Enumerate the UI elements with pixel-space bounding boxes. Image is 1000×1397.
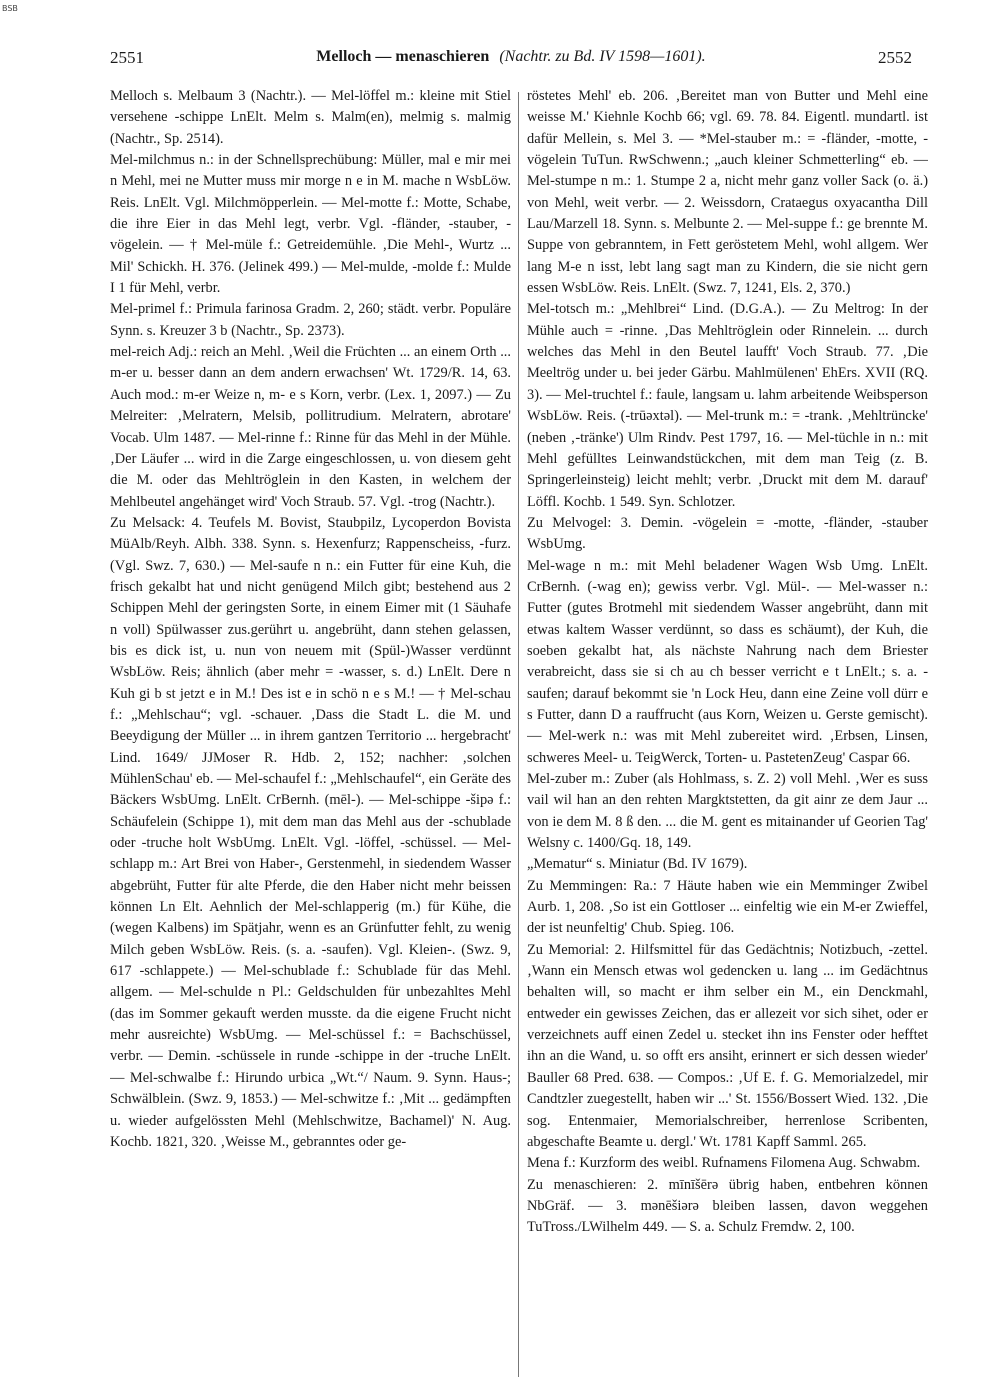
right-page-number: 2552 bbox=[878, 48, 912, 67]
left-page-number: 2551 bbox=[110, 48, 144, 67]
dictionary-entry: röstetes Mehl' eb. 206. ‚Bereitet man von Butter und Mehl eine weisse M.' Kiehnle Kochb 66; vgl. 69. 78. 84. Eigentl. mundartl. ist dafür Mellein, s. Mel 3. — *Mel-stauber m.: = -fländer, -motte, -vögelein TuTun. RwSchwenn.; „auch kleiner Schmetterling“ eb. — Mel-stumpe n m.: 1. Stumpe 2 a, nicht mehr ganz voller Sack (o. ä.) von Mehl, weit verbr. — 2. Weissdorn, Crataegus oxyacantha Dill Lau/Marzell 18. Synn. s. Melbunte 2. — Mel-suppe f.: ge brennte M. Suppe von gebranntem, in Fett geröstetem Mehl, wohl allgem. Wer lang M-e n isst, lebt lang sagt man zu Kindern, die sie nicht gern essen WsbLöw. Reis. LnElt. (Swz. 7, 1241, Els. 2, 370.) bbox=[527, 88, 928, 297]
dictionary-entry: Zu menaschieren: 2. mīnīšērə übrig haben, entbehren können NbGräf. — 3. mənēšiərə bleiben lassen, davon weggehen TuTross./LWilhelm 449. — S. a. Schulz Fremdw. 2, 100. bbox=[527, 1176, 928, 1236]
supplement-reference: (Nachtr. zu Bd. IV 1598—1601). bbox=[499, 48, 706, 65]
dictionary-entry: Mel-totsch m.: „Mehlbrei“ Lind. (D.G.A.). — Zu Meltrog: In der Mühle auch = -rinne. ‚Das Mehltröglein oder Rinnelein. ... durch welches das Mehl in den Beutel laufft' Voch Straub. 77. ‚Die Meeltrög under u. bei jeder Gärbu. Mahlmülenen' EhErs. XVII (RQ. 3). — Mel-truchtel f.: faule, langsam u. lahm arbeitende Weibsperson WsbLöw. Reis. (-trūəxtəl). — Mel-trunk m.: = -trank. ‚Mehltrüncke' (neben ‚-tränke') Ulm Rindv. Pest 1797, 16. — Mel-tüchle in n.: mit Mehl gefülltes Leinwandstückchen, mit dem man Teig (z. B. Springerleinsteig) leicht mehlt; verbr. ‚Druckt mit dem M. darauf' Löffl. Kochb. 1 549. Syn. Schlotzer. bbox=[527, 301, 928, 510]
page-header bbox=[110, 44, 912, 74]
dictionary-entry: Zu Memmingen: Ra.: 7 Häute haben wie ein Memminger Zwibel Aurb. 1, 208. ‚So ist ein Gottloser ... einfeltig wie ein M-er Zwieffel, der ist neunfeltig' Chub. Spieg. 106. bbox=[527, 877, 928, 937]
dictionary-entry: „Mematur“ s. Miniatur (Bd. IV 1679). bbox=[527, 856, 748, 873]
running-title bbox=[110, 48, 912, 66]
dictionary-entry: Mel-milchmus n.: in der Schnellsprechübung: Müller, mal e mir mei n Mehl, mei ne Mutter muss mir morge n e in M. mache n WsbLöw. Reis. LnElt. Vgl. Milchmöpperlein. — Mel-motte f.: Motte, Schabe, die ihre Eier in das Mehl legt, verbr. Vgl. -fländer, -stauber, -vögelein. — † Mel-müle f.: Getreidemühle. ‚Die Mehl-, Wurtz ... Mil' Schickh. H. 376. (Jelinek 499.) — Mel-mulde, -molde f.: Mulde I 1 für Mehl, verbr. bbox=[110, 152, 511, 297]
dictionary-entry: Zu Melvogel: 3. Demin. -vögelein = -motte, -fländer, -stauber WsbUmg. bbox=[527, 514, 928, 553]
dictionary-entry: Melloch s. Melbaum 3 (Nachtr.). — Mel-löffel m.: kleine mit Stiel versehene -schippe LnElt. Melm s. Malm(en), melmig s. malmig (Nachtr., Sp. 2514). bbox=[110, 88, 511, 147]
dictionary-entry: mel-reich Adj.: reich an Mehl. ‚Weil die Früchten ... an einem Orth ... m-er u. besser dann an dem andern erwachsen' Wt. 1729/R. 14, 63. Auch mod.: m-er Weize n, m- e s Korn, verbr. (Lex. 1, 2097.) — Zu Melreiter: ‚Melratern, Melsib, pollitrudium. Melratern, abrotare' Vocab. Ulm 1487. — Mel-rinne f.: Rinne für das Mehl in der Mühle. ‚Der Läufer ... wird in die Zarge eingeschlossen, u. von diesem geht die M. oder das Mehltröglein in den Kasten, in welchem der Mehlbeutel angehänget wird' Voch Straub. 57. Vgl. -trog (Nachtr.). bbox=[110, 344, 511, 510]
library-stamp: BSB bbox=[2, 4, 18, 13]
dictionary-entry: Zu Melsack: 4. Teufels M. Bovist, Staubpilz, Lycoperdon Bovista MüAlb/Reyh. Albh. 338. Synn. s. Hexenfurz; Rappenscheiss, -furz. (Vgl. Swz. 7, 630.) — Mel-saufe n n.: ein Futter für eine Kuh, die frisch gekalbt hat und nicht genügend Milch gibt; bestehend aus 2 Schippen Mehl der geringsten Sorte, in einem Eimer mit (1 Säuhafe n voll) Spülwasser zus.gerührt u. angebrüht, dann stehen gelassen, bis es dick ist, u. nun von neuem mit (Spül-)Wasser verdünnt WsbLöw. Reis; ähnlich (aber mehr = -wasser, s. d.) LnElt. Dere n Kuh gi b st jetzt e in M.! Des ist e in schö n e s M.! — † Mel-schau f.: „Mehlschau“; vgl. -schauer. ‚Dass die Stadt L. die M. und Beeydigung der Müller ... in ihrem gantzen Territorio ... hergebracht' Lind. 1649/ JJMoser R. Hdb. 2, 152; nachher: ‚solchen MühlenSchau' eb. — Mel-schaufel f.: „Mehlschaufel“, ein Geräte des Bäckers WsbUmg. LnElt. CrBernh. (mēl-). — Mel-schippe -šipə f.: Schäufelein (Schippe 1), mit dem man das Mehl aus der -schublade oder -truche holt WsbUmg. LnElt. Vgl. -löffel, -schüssel. — Mel-schlapp m.: Art Brei von Haber-, Gerstenmehl, in siedendem Wasser abgebrüht, Futter für alte Pferde, die den Haber nicht mehr beissen können Ln Elt. Aehnlich der Mel-schlapperig (m.) für Kühe, die (wegen Kalbens) im Spätjahr, wenn es an Grünfutter fehlt, zu wenig Milch geben WsbLöw. Reis. (s. a. -saufen). Vgl. Kleien-. (Swz. 9, 617 -schlappete.) — Mel-schublade f.: Schublade für das Mehl. allgem. — Mel-schulde n Pl.: Geldschulden für unbezahltes Mehl (das im Sommer gekauft werden musste. da die eigene Frucht nicht mehr ausreichte) WsbUmg. — Mel-schüssel f.: = Bachschüssel, verbr. — Demin. -schüssele in runde -schippe in der -truche LnElt. — Mel-schwalbe f.: Hirundo urbica „Wt.“/ Naum. 9. Synn. Haus-; Schwälblein. (Swz. 9, 1853.) — Mel-schwitze f.: ‚Mit ... gedämpften u. wieder aufgelössten Mehl (Mehlschwitze, Bachamel)' N. Aug. Kochb. 1821, 320. ‚Weisse M., gebranntes oder ge- bbox=[110, 514, 511, 1150]
headword-range: Melloch — menaschieren bbox=[316, 48, 490, 65]
column-divider bbox=[518, 92, 519, 1377]
dictionary-entry: Mena f.: Kurzform des weibl. Rufnamens Filomena Aug. Schwabm. bbox=[527, 1155, 921, 1172]
dictionary-entry: Mel-primel f.: Primula farinosa Gradm. 2, 260; städt. verbr. Populäre Synn. s. Kreuzer 3 b (Nachtr., Sp. 2373). bbox=[110, 301, 511, 339]
dictionary-entry: Mel-wage n m.: mit Mehl beladener Wagen Wsb Umg. LnElt. CrBernh. (-wag en); gewiss verbr. Vgl. Mül-. — Mel-wasser n.: Futter (gutes Brotmehl mit siedendem Wasser angebrüht, dann mit etwas kaltem Wasser verdünnt, so dass es schäumt), der Kuh, die soeben gekalbt hat, als nächste Nahrung nach dem Briester verabreicht, dass sie si ch au ch besser verricht e t LnElt.; s. a. -saufen; darauf bekommt sie 'n Lock Heu, dann eine Zeine voll dürr e s Futter, dann D a rauffrucht (aus Korn, Weizen u. Gerste gemischt). — Mel-werk n.: was mit Mehl zubereitet wird. ‚Erbsen, Linsen, schweres Meel- u. TeigWerck, Torten- u. PastetenZeug' Caspar 66. bbox=[527, 557, 928, 766]
right-column bbox=[527, 86, 928, 1381]
left-column bbox=[110, 86, 511, 1381]
dictionary-entry: Zu Memorial: 2. Hilfsmittel für das Gedächtnis; Notizbuch, -zettel. ‚Wann ein Mensch etwas wol gedencken u. lang ... im Gedächtnus behalten will, so macht er ihm selber ein M., ein Denckmahl, entweder ein gewisses Zeichen, das er allezeit vor sich sihet, oder er verzeichnets auff einen Zedel u. stecket ihn ins Fenster oder hefftet ihn an die Wand, u. so offt ers ansiht, erinnert er sich dessen wieder' Bauller 68 Pred. 638. — Compos.: ‚Uf E. f. G. Memorialzedel, mir Candtzler zuegestellt, haben wir ...' St. 1556/Bossert Wied. 132. ‚Die sog. Entenmaier, Memorialschreiber, herrenlose Scribenten, abgeschafte Beamte u. dergl.' Wt. 1781 Kapff Samml. 265. bbox=[527, 941, 928, 1150]
dictionary-entry: Mel-zuber m.: Zuber (als Hohlmass, s. Z. 2) voll Mehl. ‚Wer es suss vail wil han an den rehten Margktstetten, da git ainr ze dem Jaur ... von ie dem M. 8 ß den. ... die M. gent es mitainander uf Georien Tag' Welsny c. 1400/Gq. 18, 149. bbox=[527, 771, 928, 852]
